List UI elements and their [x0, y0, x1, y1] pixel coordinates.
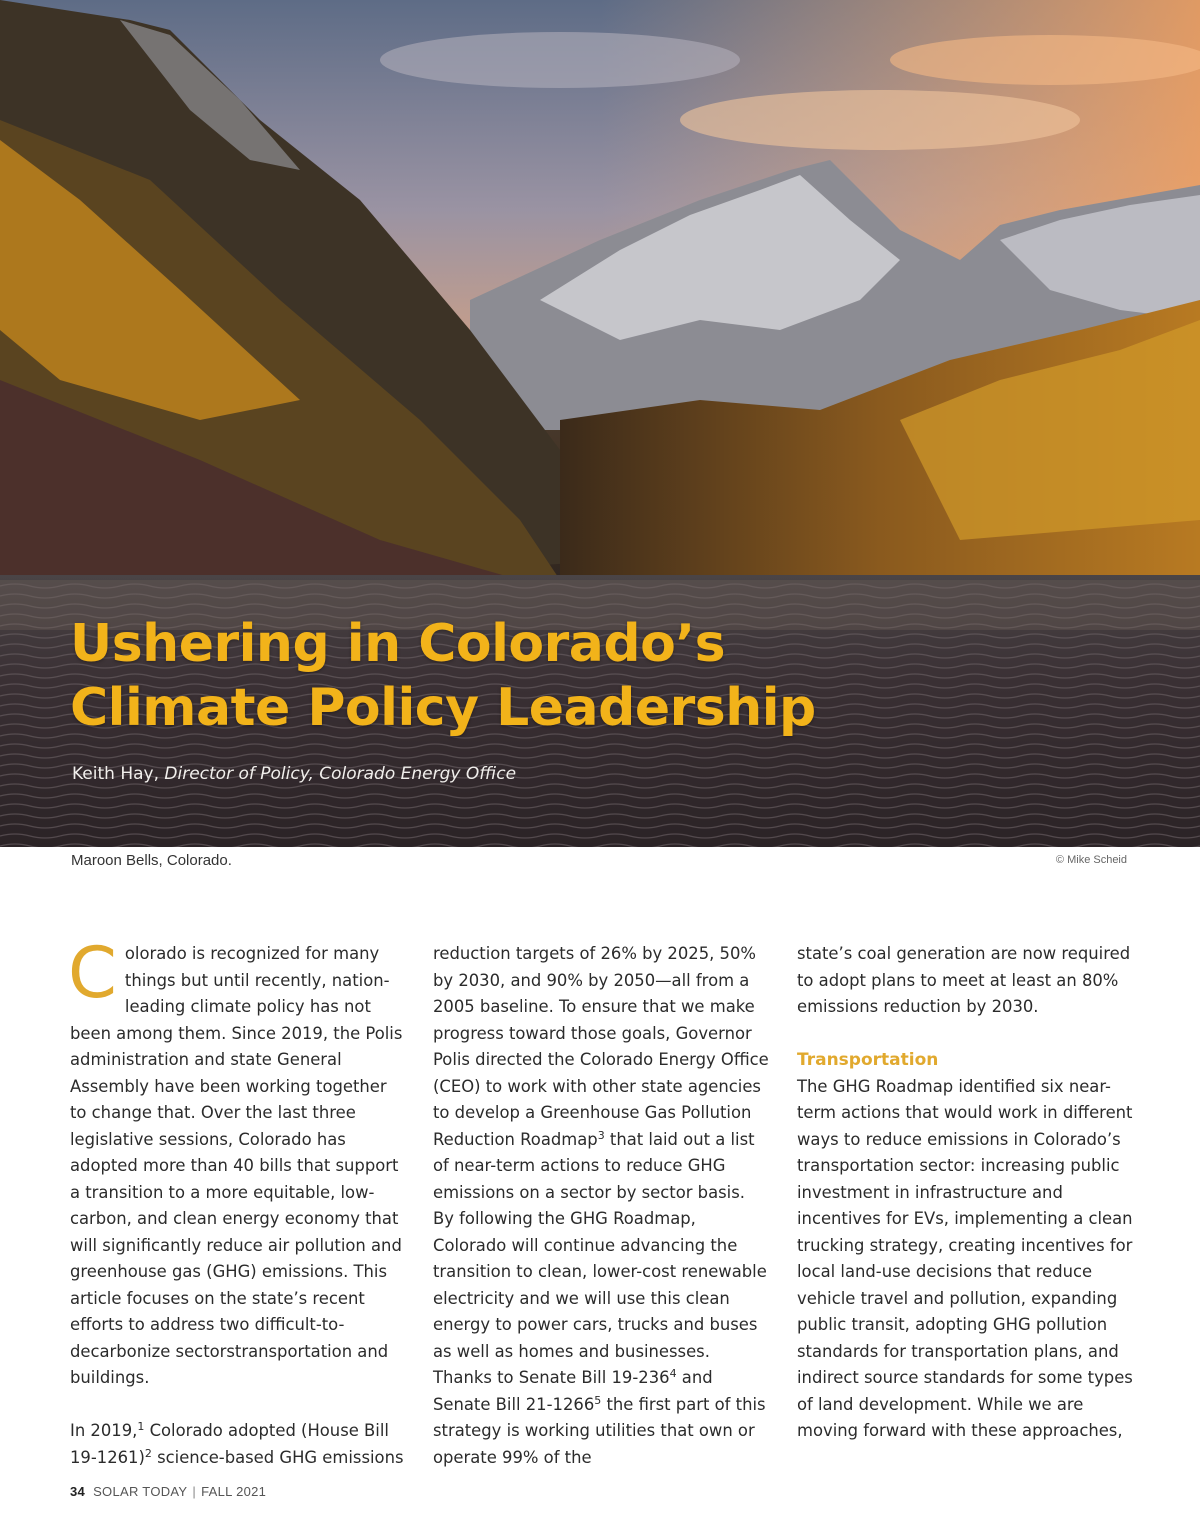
article-column-2: [433, 941, 769, 1471]
paragraph: [433, 941, 769, 1471]
page-number: 34: [70, 1484, 86, 1499]
paragraph-text: that laid out a list of near-term actions to reduce GHG emissions on a sector by sector basis. By following the GHG Roadmap, Colorado will continue advancing the transition to clean, lower-cost renewable electricity and we will use this clean energy to power cars, trucks and buses as well as homes and businesses. Thanks to Senate Bill 19-236: [433, 1129, 767, 1387]
article-column-1: [68, 932, 406, 1471]
author-role: Director of Policy, Colorado Energy Office: [164, 764, 517, 784]
article-column-3: [797, 941, 1133, 1445]
byline: [72, 764, 516, 784]
footnote-ref-5[interactable]: 5: [594, 1393, 602, 1407]
section-heading: Transportation: [797, 1050, 939, 1070]
author-name: Keith Hay,: [72, 764, 165, 784]
paragraph: state’s coal generation are now required to adopt plans to meet at least an 80% emissions reduction by 2030.: [797, 944, 1131, 1016]
paragraph: [68, 932, 406, 1392]
title-line-1: Ushering in Colorado’s: [70, 614, 726, 674]
footnote-ref-3[interactable]: 3: [597, 1128, 605, 1142]
paragraph-text: the first part of this strategy is working utilities that own or operate 99% of the: [433, 1394, 766, 1467]
footnote-ref-4[interactable]: 4: [669, 1367, 677, 1380]
photo-caption: Maroon Bells, Colorado.: [71, 852, 232, 869]
paragraph-text: In 2019,: [70, 1421, 138, 1440]
photo-credit: © Mike Scheid: [1055, 854, 1127, 866]
paragraph-text: olorado is recognized for many things but until recently, nation-leading climate policy has not been among them. Since 2019, the Polis administration and state General Assembly have been working together to change that. Over the last three legislative sessions, Colorado has adopted more than 40 bills that support a transition to a more equitable, low-carbon, and clean energy economy that will significantly reduce air pollution and greenhouse gas (GHG) emissions. This article focuses on the state’s recent efforts to address two difficult-to-decarbonize sectorstransportation and buildings.: [70, 944, 403, 1387]
issue-date: FALL 2021: [201, 1484, 267, 1499]
paragraph-text: and Senate Bill 21-1266: [433, 1368, 713, 1414]
paragraph-text: reduction targets of 26% by 2025, 50% by 2030, and 90% by 2050—all from a 2005 baseline. To ensure that we make progress toward those goals, Governor Polis directed the Colorado Energy Office (CEO) to work with other state agencies to develop a Greenhouse Gas Pollution Reduction Roadmap: [433, 944, 769, 1149]
title-line-2: Climate Policy Leadership: [70, 678, 816, 738]
publication-name: SOLAR TODAY: [93, 1484, 188, 1499]
paragraph-text: science-based GHG emissions: [151, 1447, 404, 1467]
drop-cap: C: [68, 932, 117, 1014]
paragraph: [70, 1418, 406, 1471]
paragraph-text: Colorado adopted (House Bill 19-1261): [70, 1421, 389, 1467]
paragraph: The GHG Roadmap identified six near-term actions that would work in different ways to reduce emissions in Colorado’s transportation sector: increasing public investment in infrastructure and incentives for EVs, implementing a clean trucking strategy, creating incentives for local land-use decisions that reduce vehicle travel and pollution, expanding public transit, adopting GHG pollution standards for transportation plans, and indirect source standards for some types of land development. While we are moving forward with these approaches,: [797, 1076, 1133, 1440]
footer-separator: |: [192, 1484, 197, 1499]
page-footer: [70, 1484, 266, 1499]
footnote-ref-1[interactable]: 1: [137, 1420, 145, 1433]
article-title: [70, 612, 816, 740]
footnote-ref-2[interactable]: 2: [144, 1446, 152, 1460]
